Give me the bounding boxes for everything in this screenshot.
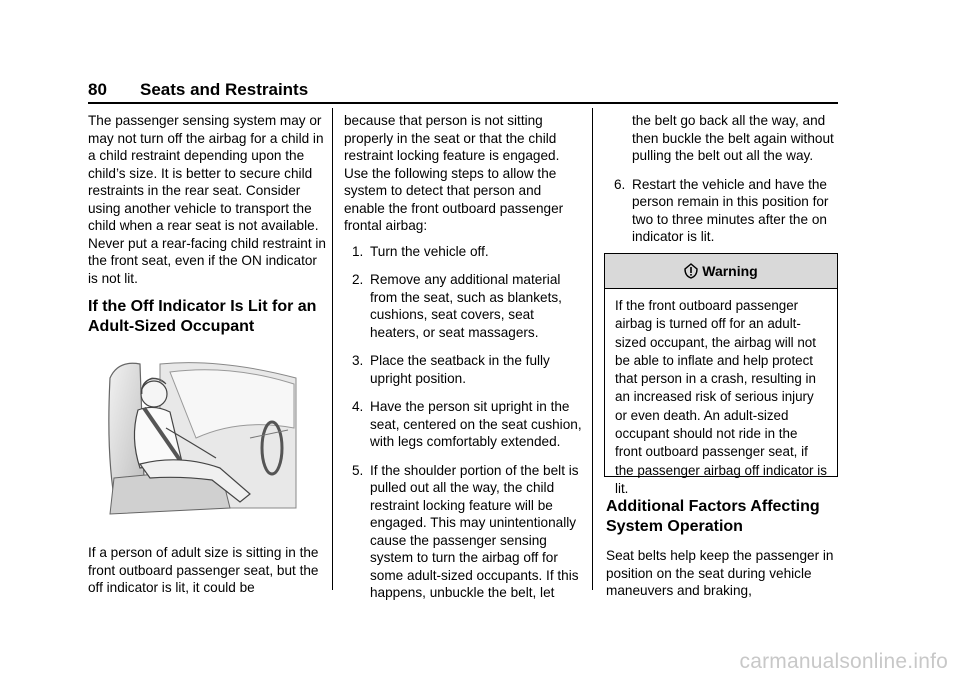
watermark: carmanualsonline.info (739, 650, 948, 673)
step-text: Turn the vehicle off. (370, 243, 489, 259)
step-1 (344, 243, 584, 261)
step-3 (344, 352, 584, 387)
warning-text: If the front outboard passenger airbag is turned off for an adult-sized occupant, the airbag will not be able to inflate and help protect that person in a crash, resulting in an increased risk of serious injury or even death. An adult-sized occupant should not ride in the front outboard passenger seat, if the passenger airbag off indicator is lit. (615, 298, 827, 496)
step-4 (344, 398, 584, 451)
seat-belts-paragraph: Seat belts help keep the passenger in position on the seat during vehicle maneuvers and braking, (606, 548, 834, 598)
step-text: the belt go back all the way, and then buckle the belt again without pulling the belt out all the way. (632, 113, 834, 163)
step-number: 4. (352, 399, 364, 414)
step-number: 1. (352, 243, 364, 259)
section-heading-off-indicator: If the Off Indicator Is Lit for an Adult-Sized Occupant (88, 298, 317, 335)
column-divider-1 (332, 108, 333, 590)
step-text: Remove any additional material from the seat, such as blankets, cushions, seat covers, seat heaters, or seat massagers. (370, 272, 562, 340)
warning-header (605, 254, 837, 289)
page-header (88, 80, 308, 100)
section-heading-additional-factors: Additional Factors Affecting System Operation (606, 498, 820, 535)
step-number: 3. (352, 353, 364, 368)
steps-intro: because that person is not sitting properly in the seat or that the child restraint locking feature is engaged. Use the following steps to allow the system to detect that person and enable the front outboard passenger frontal airbag: (344, 113, 564, 233)
column-divider-2 (592, 108, 593, 590)
step-5 (344, 462, 584, 602)
step-text: Have the person sit upright in the seat, centered on the seat cushion, with legs comfortably extended. (370, 399, 582, 449)
column-1-lower (88, 544, 326, 597)
step-number: 2. (352, 272, 364, 287)
column-3 (606, 112, 840, 257)
step-2 (344, 271, 584, 341)
warning-title: Warning (702, 263, 758, 279)
occupant-illustration (100, 358, 298, 516)
column-1 (88, 112, 326, 337)
header-rule (88, 102, 838, 104)
column-2 (344, 112, 584, 613)
step-5-continued (606, 112, 840, 165)
column-3-lower (606, 497, 840, 600)
step-text: Place the seatback in the fully upright position. (370, 353, 550, 386)
step-number: 6. (614, 176, 626, 192)
section-title: Seats and Restraints (140, 80, 309, 99)
page-number: 80 (88, 80, 107, 99)
step-text: Restart the vehicle and have the person remain in this position for two to three minutes after the on indicator is lit. (632, 176, 829, 244)
warning-icon (684, 263, 698, 279)
intro-paragraph: The passenger sensing system may or may not turn off the airbag for a child in a child restraint depending upon the child’s size. It is better to secure child restraints in the rear seat. Consider using another vehicle to transport the child when a rear seat is not available. Never put a rear-facing child restraint in the front seat, even if the ON indicator is not lit. (88, 113, 326, 286)
step-6 (606, 176, 840, 246)
step-number: 5. (352, 462, 364, 478)
warning-box (604, 253, 838, 496)
adult-size-paragraph: If a person of adult size is sitting in the front outboard passenger seat, but the off indicator is lit, it could be (88, 545, 319, 595)
step-text: If the shoulder portion of the belt is pulled out all the way, the child restraint locking feature will be engaged. This may unintentionally cause the passenger sensing system to turn the airbag off for some adult-sized occupants. If this happens, unbuckle the belt, let (370, 462, 579, 600)
